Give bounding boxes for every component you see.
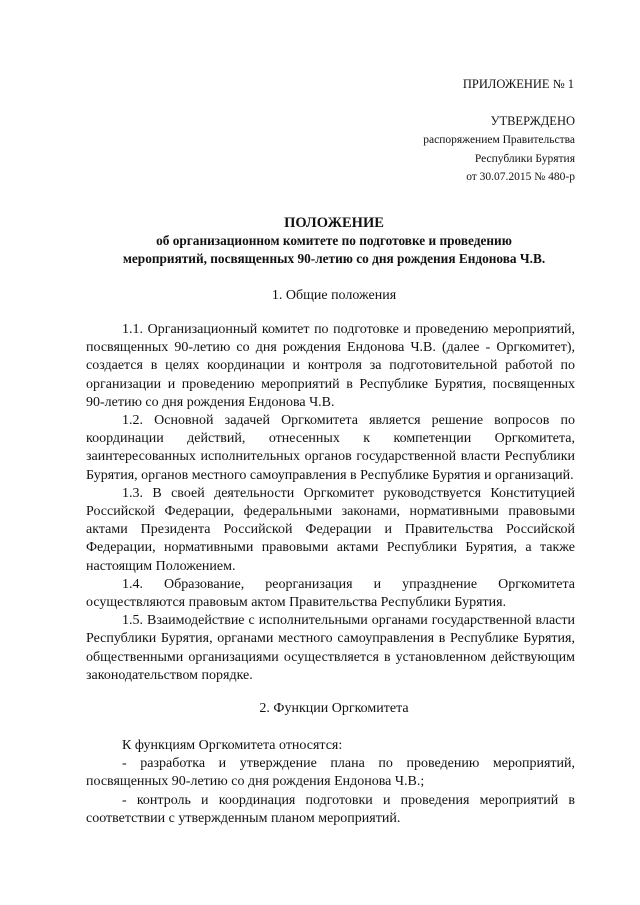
approval-line: распоряжением Правительства bbox=[423, 134, 575, 146]
paragraph: 1.1. Организационный комитет по подготовке и проведению мероприятий, посвященных 90-летию со дня рождения Ендонова Ч.В. (далее - Оргкомитет), создается в целях координации и контроля за подготовительной работой по организации и проведению мероприятий в Республике Бурятия, посвященных 90-летию со дня рождения Ендонова Ч.В. bbox=[86, 322, 575, 410]
paragraph: К функциям Оргкомитета относятся: bbox=[122, 738, 343, 753]
document-title bbox=[70, 214, 598, 268]
paragraph: 1.3. В своей деятельности Оргкомитет руководствуется Конституцией Российской Федерации, федеральными законами, нормативными правовыми актами Президента Российской Федерации и Правительства Российской Федерации, нормативными правовыми актами Республики Бурятия, а также настоящим Положением. bbox=[86, 485, 575, 574]
title-main: ПОЛОЖЕНИЕ bbox=[284, 215, 384, 231]
paragraph: 1.4. Образование, реорганизация и упразднение Оргкомитета осуществляются правовым актом Правительства Республики Бурятия. bbox=[86, 576, 575, 611]
appendix-label: ПРИЛОЖЕНИЕ № 1 bbox=[462, 77, 574, 91]
approval-line: Республики Бурятия bbox=[474, 152, 575, 165]
section-heading: 1. Общие положения bbox=[271, 288, 397, 303]
title-subtitle: мероприятий, посвященных 90-летию со дня рождения Ендонова Ч.В. bbox=[122, 251, 546, 266]
paragraph: 1.5. Взаимодействие с исполнительными органами государственной власти Республики Бурятия, органами местного самоуправления в Республике Бурятия, общественными организациями осуществляется в установленном действующим законодательством порядке. bbox=[86, 613, 575, 683]
section-2-body bbox=[86, 737, 575, 828]
section-heading: 2. Функции Оргкомитета bbox=[259, 701, 409, 716]
approval-stamp bbox=[315, 112, 575, 187]
paragraph: 1.2. Основной задачей Оргкомитета является решение вопросов по координации действий, отнесенных к компетенции Оргкомитета, заинтересованных исполнительных органов государственной власти Республики Бурятия, органов местного самоуправления в Республике Бурятия и организаций. bbox=[86, 413, 575, 483]
approval-line: от 30.07.2015 № 480-р bbox=[466, 171, 575, 183]
list-item: - контроль и координация подготовки и проведения мероприятий в соответствии с утвержденным планом мероприятий. bbox=[86, 792, 575, 826]
approval-line: УТВЕРЖДЕНО bbox=[490, 114, 575, 128]
section-1-body bbox=[86, 321, 575, 685]
title-subtitle: об организационном комитете по подготовке и проведению bbox=[156, 233, 512, 248]
list-item: - разработка и утверждение плана по проведению мероприятий, посвященных 90-летию со дня рождения Ендонова Ч.В.; bbox=[86, 756, 575, 790]
